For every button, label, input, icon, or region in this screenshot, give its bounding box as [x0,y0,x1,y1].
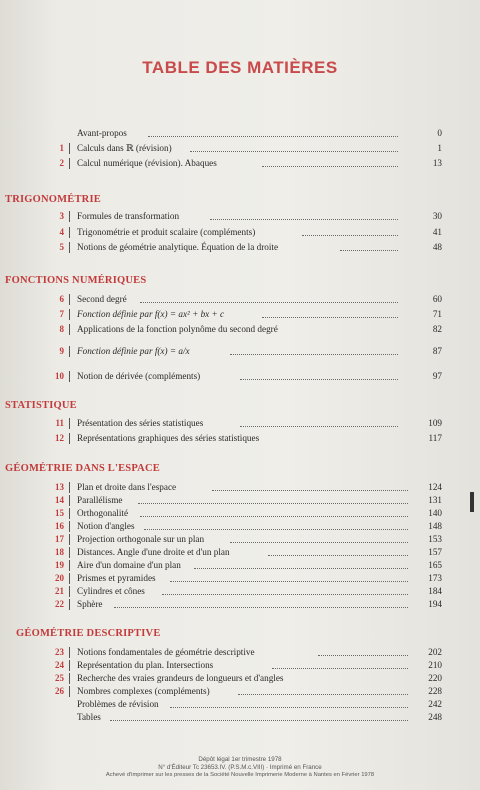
chapter-number: 23 [55,647,64,657]
toc-page: 87 [432,346,442,356]
dot-leader [240,418,398,427]
toc-row [40,519,442,533]
dot-leader [140,508,408,517]
chapter-number: 5 [59,242,64,252]
toc-row [40,506,442,520]
dot-leader [114,599,408,608]
toc-row-intro-1 [40,141,442,155]
separator-bar [69,158,70,169]
toc-label: Parallélisme [77,495,123,505]
toc-page: 248 [428,712,442,722]
separator-bar [69,573,70,584]
separator-bar [69,673,70,684]
chapter-number: 2 [59,158,64,168]
dot-leader [138,495,408,504]
toc-row [40,480,442,494]
separator-bar [69,346,70,357]
toc-label: Problèmes de révision [77,699,159,709]
chapter-number: 12 [55,433,64,443]
toc-label: Avant-propos [77,128,127,138]
toc-row [40,558,442,572]
toc-row [40,545,442,559]
chapter-number: 8 [59,324,64,334]
toc-label: Calculs dans ℝ (révision) [77,143,172,153]
chapter-number: 24 [55,660,64,670]
toc-label: Prismes et pyramides [77,573,156,583]
toc-row [40,292,442,306]
separator-bar [69,660,70,671]
chapter-number: 16 [55,521,64,531]
toc-label: Fonction définie par f(x) = a/x [77,346,190,356]
toc-page: 109 [428,418,442,428]
toc-row [40,493,442,507]
toc-row [40,240,442,254]
toc-page: 140 [428,508,442,518]
toc-page: 153 [428,534,442,544]
toc-row [40,671,442,685]
dot-leader [240,371,398,380]
toc-row [40,307,442,321]
dot-leader [230,346,398,355]
toc-page: 184 [428,586,442,596]
separator-bar [69,508,70,519]
legal-deposit-line: Dépôt légal 1er trimestre 1978 [198,756,282,763]
dot-leader [170,573,408,582]
toc-row [40,658,442,672]
toc-page: 60 [432,294,442,304]
toc-page: 131 [428,495,442,505]
separator-bar [69,686,70,697]
separator-bar [69,211,70,222]
separator-bar [69,227,70,238]
separator-bar [69,433,70,444]
toc-page: 117 [428,433,442,443]
chapter-number: 17 [55,534,64,544]
separator-bar [69,599,70,610]
chapter-number: 4 [59,227,64,237]
separator-bar [69,547,70,558]
toc-page: 0 [437,128,442,138]
toc-row [40,322,442,336]
toc-label: Cylindres et cônes [77,586,145,596]
dot-leader [148,128,398,137]
dot-leader [262,158,398,167]
toc-row [40,710,442,724]
separator-bar [69,143,70,154]
chapter-number: 10 [55,371,64,381]
toc-label: Trigonométrie et produit scalaire (compléments) [77,227,256,237]
toc-page: 157 [428,547,442,557]
toc-label: Tables [77,712,101,722]
dot-leader [268,547,408,556]
toc-row [40,571,442,585]
chapter-number: 13 [55,482,64,492]
chapter-number: 26 [55,686,64,696]
dot-leader [302,227,398,236]
chapter-number: 19 [55,560,64,570]
chapter-number: 3 [59,211,64,221]
toc-page: 1 [437,143,442,153]
toc-row [40,597,442,611]
toc-page: 165 [428,560,442,570]
toc-label: Nombres complexes (compléments) [77,686,210,696]
page-edge-tab-mark [470,492,474,512]
chapter-number: 25 [55,673,64,683]
chapter-number: 7 [59,309,64,319]
toc-label: Notion de dérivée (compléments) [77,371,201,381]
section-heading: FONCTIONS NUMÉRIQUES [5,275,147,286]
chapter-number: 21 [55,586,64,596]
separator-bar [69,242,70,253]
toc-row-intro-2 [40,156,442,170]
toc-row [40,532,442,546]
dot-leader [140,294,398,303]
printer-line: Achevé d'imprimer sur les presses de la Société Nouvelle Imprimerie Moderne à Nantes en Février 1978 [105,772,375,778]
toc-page: 82 [432,324,442,334]
separator-bar [69,482,70,493]
section-heading: GÉOMÉTRIE DANS L'ESPACE [5,463,160,474]
dot-leader [110,712,408,721]
toc-row [40,684,442,698]
chapter-number: 6 [59,294,64,304]
chapter-number: 22 [55,599,64,609]
toc-row [40,416,442,430]
toc-label: Second degré [77,294,127,304]
dot-leader [190,143,398,152]
toc-page: 210 [428,660,442,670]
toc-label: Fonction définie par f(x) = ax² + bx + c [77,309,225,319]
toc-label: Notions de géométrie analytique. Équation de la droite [77,242,279,252]
toc-page: 30 [432,211,442,221]
dot-leader [212,482,408,491]
section-heading: TRIGONOMÉTRIE [5,194,101,205]
chapter-number: 15 [55,508,64,518]
separator-bar [69,647,70,658]
toc-row [40,225,442,239]
separator-bar [69,521,70,532]
publisher-number-line: N° d'Éditeur Tc 23653.IV. (P.S.M.c.VIII) · Imprimé en France [158,764,322,771]
toc-label: Aire d'un domaine d'un plan [77,560,181,570]
toc-page: 13 [432,158,442,168]
toc-page: 220 [428,673,442,683]
toc-label: Notion d'angles [77,521,135,531]
toc-label: Représentation du plan. Intersections [77,660,214,670]
toc-label: Plan et droite dans l'espace [77,482,177,492]
toc-row [40,645,442,659]
toc-row [40,209,442,223]
dot-leader [162,586,408,595]
chapter-number: 11 [55,418,64,428]
section-heading: STATISTIQUE [5,400,77,411]
chapter-number: 18 [55,547,64,557]
section-heading: GÉOMÉTRIE DESCRIPTIVE [16,628,161,639]
toc-page: 242 [428,699,442,709]
separator-bar [69,534,70,545]
toc-label: Applications de la fonction polynôme du second degré [77,324,278,334]
dot-leader [194,560,408,569]
toc-label: Formules de transformation [77,211,180,221]
dot-leader [230,534,408,543]
dot-leader [170,699,408,708]
separator-bar [69,294,70,305]
toc-label: Calcul numérique (révision). Abaques [77,158,217,168]
separator-bar [69,371,70,382]
chapter-number: 20 [55,573,64,583]
toc-row [40,584,442,598]
toc-row [40,431,442,445]
toc-page: 41 [432,227,442,237]
toc-page: 97 [432,371,442,381]
toc-label: Recherche des vraies grandeurs de longueurs et d'angles [77,673,284,683]
separator-bar [69,309,70,320]
toc-label: Projection orthogonale sur un plan [77,534,205,544]
dot-leader [272,660,408,669]
separator-bar [69,418,70,429]
toc-label: Orthogonalité [77,508,129,518]
dot-leader [238,686,408,695]
toc-page: 228 [428,686,442,696]
toc-label: Présentation des séries statistiques [77,418,204,428]
dot-leader [210,211,398,220]
toc-page: 202 [428,647,442,657]
dot-leader [318,647,408,656]
toc-page: 124 [428,482,442,492]
separator-bar [69,324,70,335]
chapter-number: 1 [59,143,64,153]
chapter-number: 14 [55,495,64,505]
separator-bar [69,560,70,571]
toc-label: Sphère [77,599,103,609]
toc-page: 71 [432,309,442,319]
toc-label: Notions fondamentales de géométrie descriptive [77,647,255,657]
toc-page: 173 [428,573,442,583]
dot-leader [340,242,398,251]
toc-page: 194 [428,599,442,609]
toc-row-intro-0 [40,126,442,140]
dot-leader [262,309,398,318]
toc-row [40,697,442,711]
separator-bar [69,495,70,506]
toc-label: Représentations graphiques des séries statistiques [77,433,260,443]
toc-label: Distances. Angle d'une droite et d'un plan [77,547,230,557]
toc-row [40,344,442,358]
separator-bar [69,586,70,597]
page-title: TABLE DES MATIÈRES [142,58,338,77]
toc-page: 48 [432,242,442,252]
toc-row [40,369,442,383]
toc-page: 148 [428,521,442,531]
chapter-number: 9 [59,346,64,356]
dot-leader [144,521,408,530]
